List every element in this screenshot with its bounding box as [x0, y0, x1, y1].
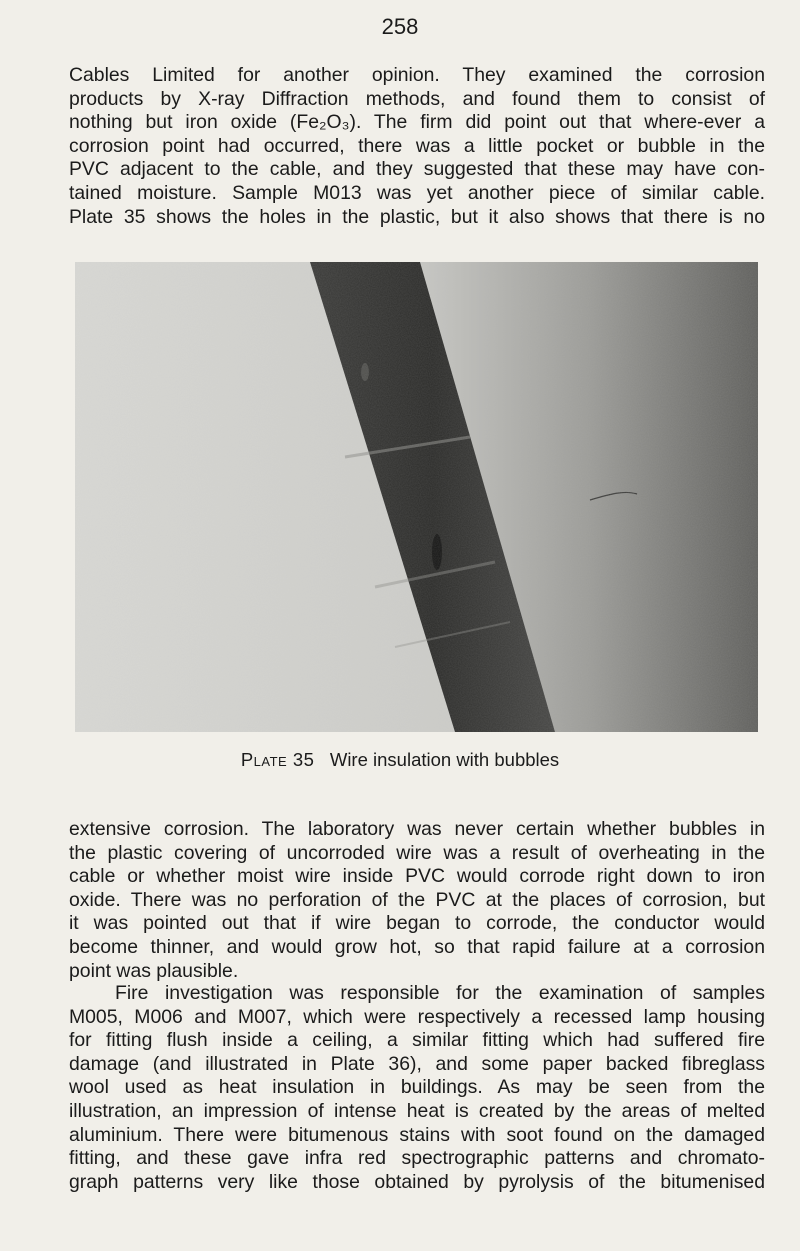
text-line: corrosion point had occurred, there was a little pocket or bubble in the	[69, 134, 765, 157]
text-line: point was plausible.	[69, 959, 239, 982]
plate-caption	[0, 749, 800, 771]
text-line: Cables Limited for another opinion. They examined the corrosion	[69, 64, 765, 86]
plate-35-photograph	[75, 262, 758, 732]
text-line: extensive corrosion. The laboratory was never certain whether bubbles in	[69, 818, 765, 840]
text-line: M005, M006 and M007, which were respectively a recessed lamp housing	[69, 1005, 765, 1028]
text-line: oxide. There was no perforation of the PVC at the places of corrosion, but	[69, 888, 765, 911]
text-line: cable or whether moist wire inside PVC would corrode right down to iron	[69, 865, 765, 888]
text-line: nothing but iron oxide (Fe₂O₃). The firm did point out that where-ever a	[69, 111, 765, 134]
page-number: 258	[381, 14, 419, 39]
text-line: it was pointed out that if wire began to corrode, the conductor would	[69, 912, 765, 935]
text-line: for fitting flush inside a ceiling, a similar fitting which had suffered fire	[69, 1029, 765, 1052]
paragraph-top	[69, 64, 765, 229]
wire-insulation-photo	[75, 262, 758, 732]
text-line: tained moisture. Sample M013 was yet another piece of similar cable.	[69, 181, 765, 204]
text-line: damage (and illustrated in Plate 36), and some paper backed fibreglass	[69, 1052, 765, 1075]
text-line: graph patterns very like those obtained by pyrolysis of the bitumenised	[69, 1170, 765, 1193]
text-line: products by X-ray Diffraction methods, and found them to consist of	[69, 87, 765, 110]
text-line: fitting, and these gave infra red spectrographic patterns and chromato-	[69, 1147, 765, 1170]
text-line: Plate 35 shows the holes in the plastic, but it also shows that there is no	[69, 205, 765, 228]
text-line: illustration, an impression of intense heat is created by the areas of melted	[69, 1099, 765, 1122]
plate-label: Plate 35	[240, 749, 315, 770]
paragraph-middle	[69, 818, 765, 983]
text-line: wool used as heat insulation in buildings. As may be seen from the	[69, 1076, 765, 1099]
paragraph-bottom	[69, 982, 765, 1194]
text-line: the plastic covering of uncorroded wire was a result of overheating in the	[69, 841, 765, 864]
text-line: PVC adjacent to the cable, and they suggested that these may have con-	[69, 158, 765, 181]
text-line: Fire investigation was responsible for the examination of samples	[115, 982, 765, 1004]
text-line: become thinner, and would grow hot, so that rapid failure at a corrosion	[69, 935, 765, 958]
text-line: aluminium. There were bitumenous stains with soot found on the damaged	[69, 1123, 765, 1146]
plate-caption-text: Wire insulation with bubbles	[329, 749, 560, 770]
